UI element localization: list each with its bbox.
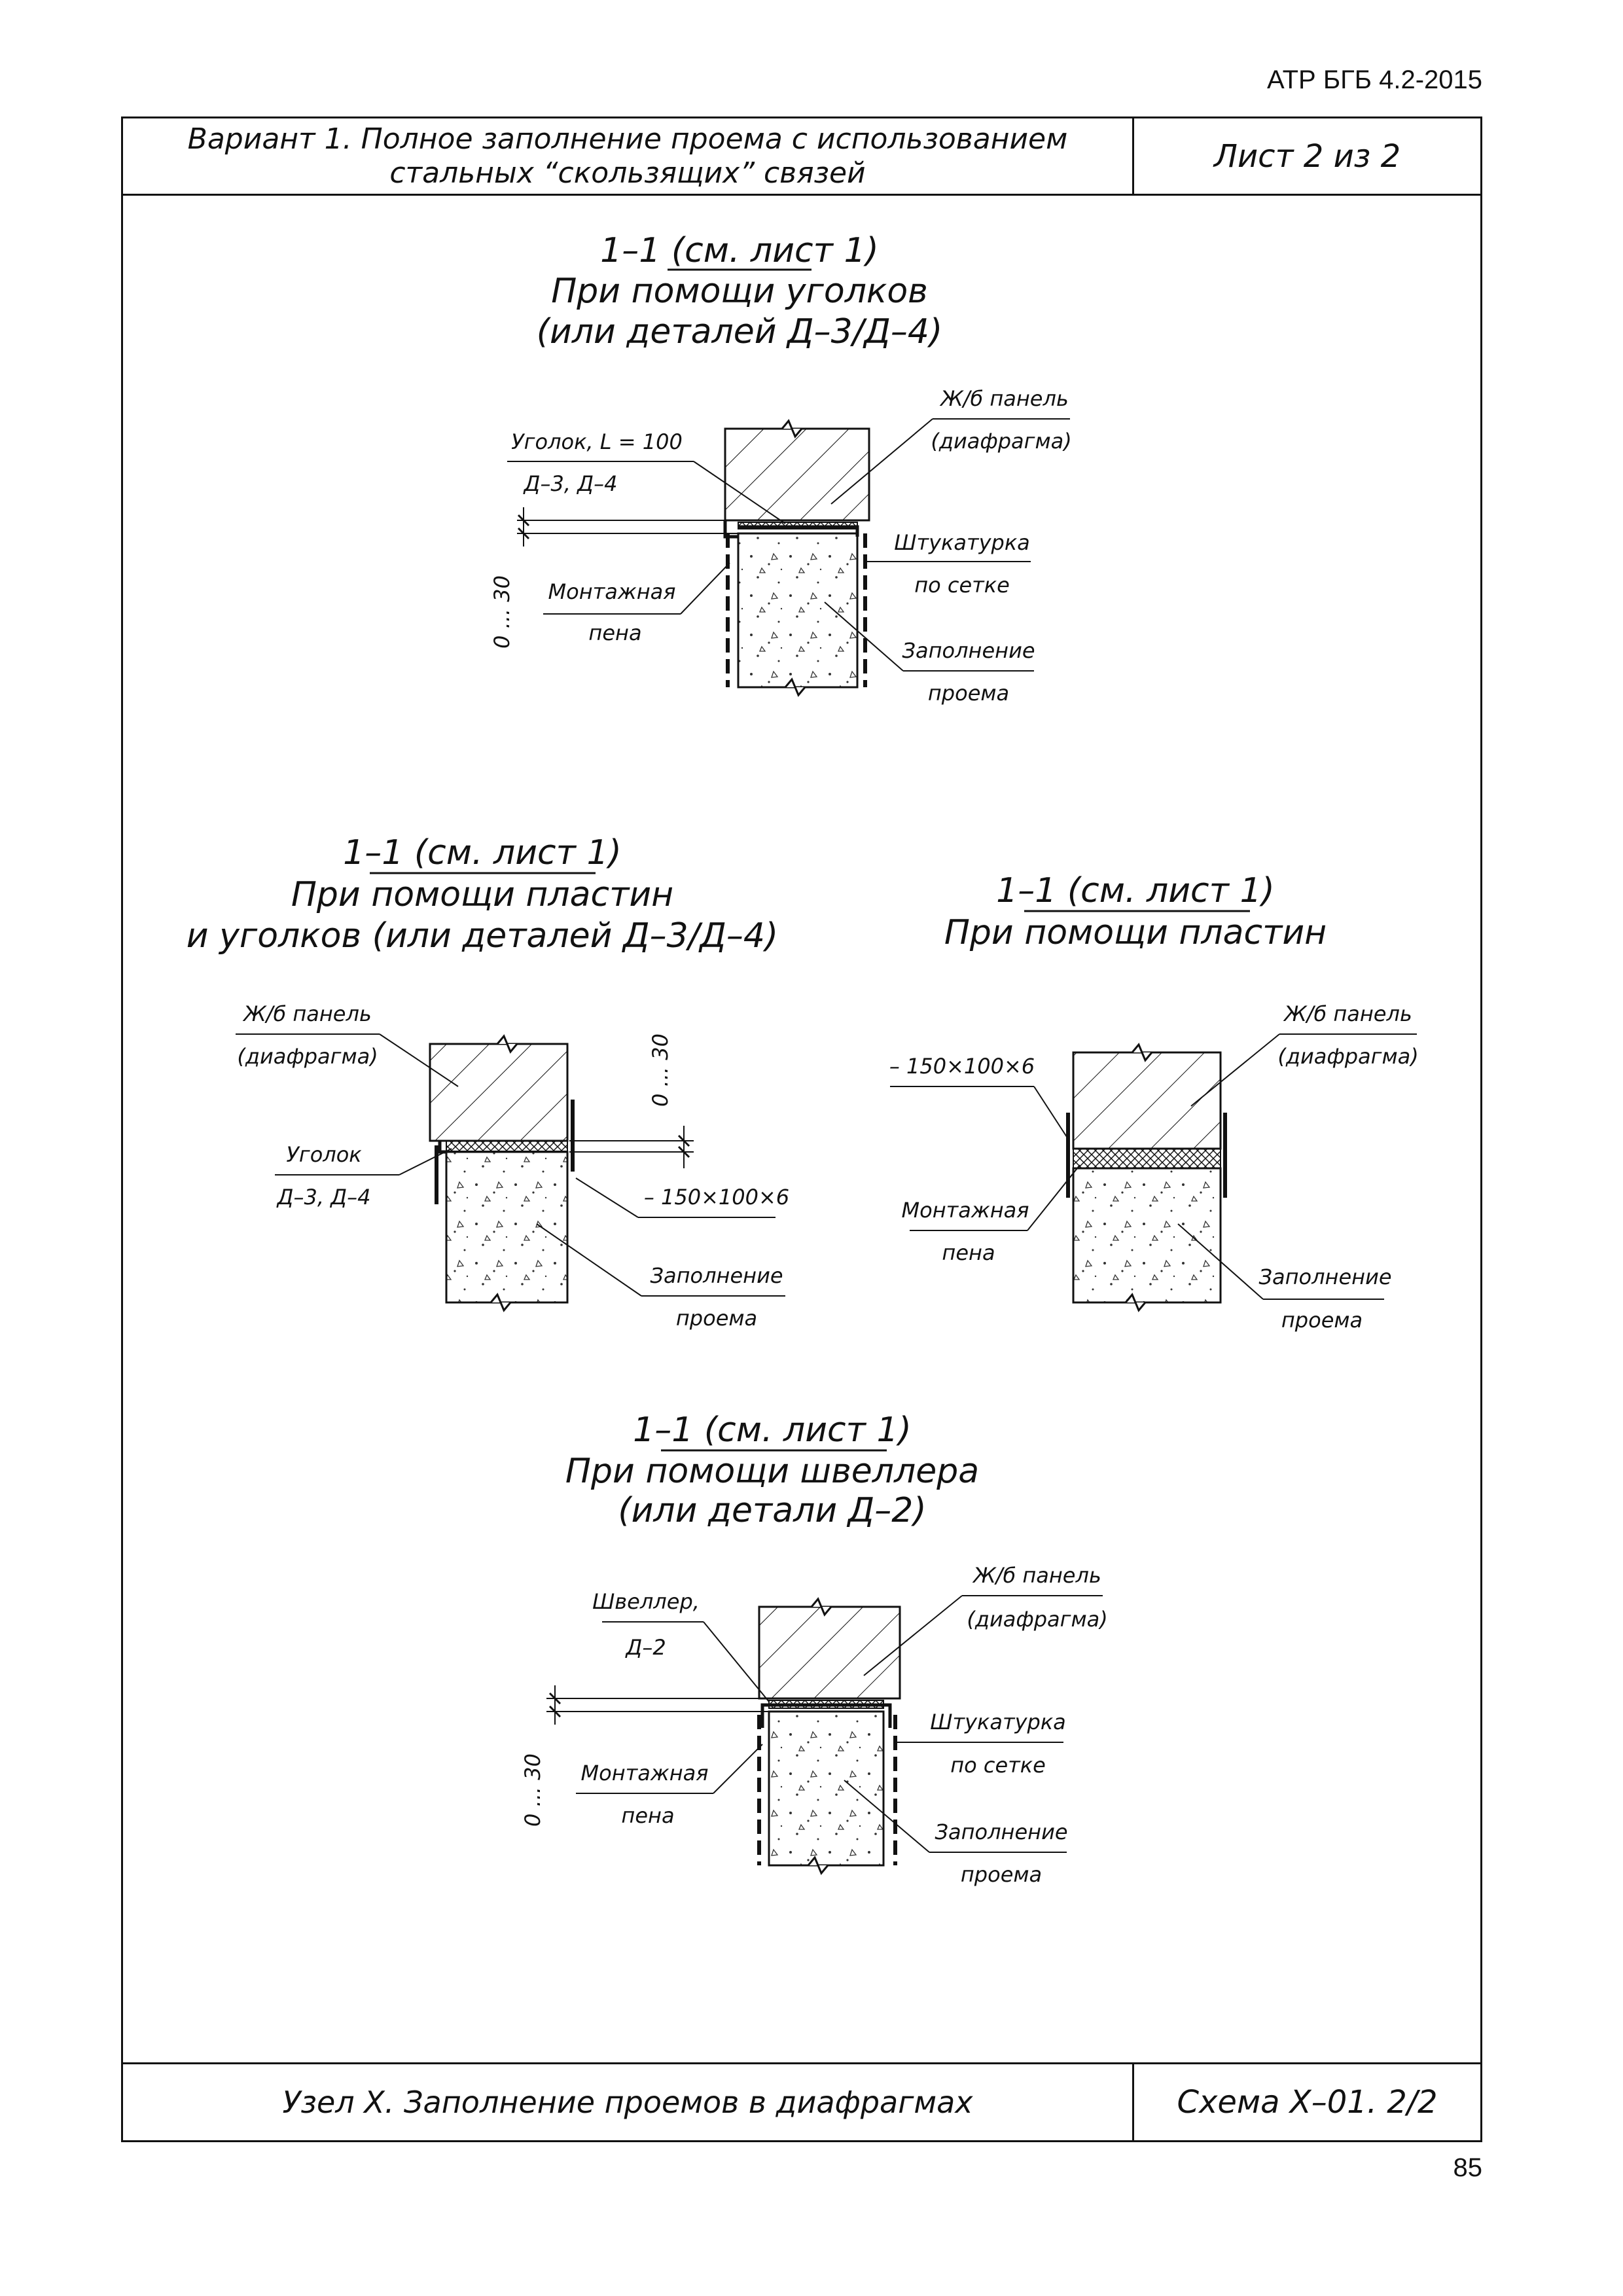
section-1-foam-sublabel: пена <box>588 620 642 645</box>
section-1-infill-block <box>738 533 857 687</box>
section-1-foam-leader <box>681 563 730 614</box>
section-1-plaster-sublabel: по сетке <box>914 573 1010 598</box>
section-3-plate-label: – 150×100×6 <box>889 1054 1035 1079</box>
section-1-title-line3: (или деталей Д–3/Д–4) <box>536 312 943 351</box>
section-2-title-line3: и уголков (или деталей Д–3/Д–4) <box>186 916 779 956</box>
section-2-fill-label: Заполнение <box>650 1263 783 1288</box>
page-number: 85 <box>1453 2153 1482 2182</box>
section-4-title-line3: (или детали Д–2) <box>618 1491 927 1530</box>
section-2-title-line2: При помощи пластин <box>291 875 674 914</box>
section-4-channel-detail-label: Д–2 <box>626 1635 666 1660</box>
section-3-title-line1: 1–1 (см. лист 1) <box>996 871 1275 910</box>
section-2-infill-block <box>446 1152 567 1302</box>
section-3-fill-sublabel: проема <box>1281 1308 1363 1333</box>
section-1-foam-layer <box>738 522 857 529</box>
section-3-fill-label: Заполнение <box>1258 1265 1392 1289</box>
section-3-foam-label: Монтажная <box>901 1198 1029 1223</box>
section-1-title-line2: При помощи уголков <box>551 272 928 311</box>
section-1-panel-sublabel: (диафрагма) <box>931 429 1072 454</box>
section-4-panel-sublabel: (диафрагма) <box>967 1607 1108 1632</box>
section-1-fill-sublabel: проема <box>927 681 1010 706</box>
section-1-foam-label: Монтажная <box>548 579 676 604</box>
section-1-concrete-panel <box>725 429 869 520</box>
section-4-fill-label: Заполнение <box>935 1820 1068 1844</box>
section-3-title-line2: При помощи пластин <box>944 913 1327 952</box>
section-3-infill-block <box>1073 1168 1221 1302</box>
section-2-panel-sublabel: (диафрагма) <box>237 1044 378 1069</box>
section-2-foam-layer <box>446 1141 567 1151</box>
section-3-panel-label: Ж/б панель <box>1284 1001 1412 1026</box>
section-3 <box>889 871 1419 1333</box>
header-sheet-number: Лист 2 из 2 <box>1134 118 1480 196</box>
section-4-foam-layer <box>769 1700 883 1708</box>
section-2 <box>187 833 789 1331</box>
section-4-plaster-label: Штукатурка <box>930 1710 1066 1734</box>
section-3-panel-sublabel: (диафрагма) <box>1277 1044 1419 1069</box>
section-1 <box>490 231 1072 706</box>
section-4 <box>520 1410 1108 1887</box>
section-1-dim-label: 0 ... 30 <box>490 575 514 649</box>
section-2-dim-label: 0 ... 30 <box>648 1033 673 1107</box>
section-2-angle-detail-label: Д–3, Д–4 <box>277 1185 371 1210</box>
section-2-panel-label: Ж/б панель <box>243 1001 372 1026</box>
section-3-foam-sublabel: пена <box>942 1240 995 1265</box>
section-4-infill-block <box>769 1712 883 1865</box>
section-1-fill-label: Заполнение <box>902 638 1035 663</box>
footer-title: Узел X. Заполнение проемов в диафрагмах <box>123 2062 1134 2140</box>
section-4-channel-label: Швеллер, <box>592 1589 700 1614</box>
header-title-line1: Вариант 1. Полное заполнение проема с использованием <box>187 122 1068 156</box>
header-title-line2: стальных “скользящих” связей <box>389 156 866 190</box>
section-1-title-line1: 1–1 (см. лист 1) <box>600 231 879 270</box>
section-3-foam-leader <box>1027 1165 1080 1230</box>
section-4-foam-leader <box>713 1744 762 1793</box>
section-4-plaster-sublabel: по сетке <box>950 1753 1046 1778</box>
section-4-fill-sublabel: проема <box>960 1862 1043 1887</box>
section-1-panel-label: Ж/б панель <box>940 386 1069 411</box>
footer-scheme-code: Схема X–01. 2/2 <box>1134 2062 1480 2140</box>
section-4-foam-label: Монтажная <box>580 1761 709 1785</box>
section-4-title-line2: При помощи швеллера <box>565 1452 980 1491</box>
section-1-plaster-label: Штукатурка <box>894 530 1030 555</box>
section-4-dim-label: 0 ... 30 <box>520 1753 545 1827</box>
document-code: АТР БГБ 4.2-2015 <box>1267 65 1482 94</box>
section-2-plate-label: – 150×100×6 <box>643 1185 790 1210</box>
section-3-foam-layer <box>1073 1149 1221 1168</box>
section-4-title-line1: 1–1 (см. лист 1) <box>633 1410 912 1450</box>
section-2-plate-leader <box>576 1178 638 1217</box>
section-2-angle-leader <box>399 1149 452 1175</box>
section-3-plate-leader <box>1034 1086 1068 1139</box>
section-4-panel-label: Ж/б панель <box>973 1563 1101 1588</box>
section-2-concrete-panel <box>430 1044 567 1141</box>
section-2-title-line1: 1–1 (см. лист 1) <box>343 833 622 872</box>
section-2-angle-label: Уголок <box>286 1142 362 1167</box>
section-1-angle-label: Уголок, L = 100 <box>511 429 683 454</box>
section-4-concrete-panel <box>759 1607 900 1698</box>
section-2-fill-sublabel: проема <box>675 1306 758 1331</box>
section-4-foam-sublabel: пена <box>621 1803 675 1828</box>
section-1-angle-detail-label: Д–3, Д–4 <box>524 471 618 496</box>
section-2-steel-angle <box>440 1141 446 1152</box>
